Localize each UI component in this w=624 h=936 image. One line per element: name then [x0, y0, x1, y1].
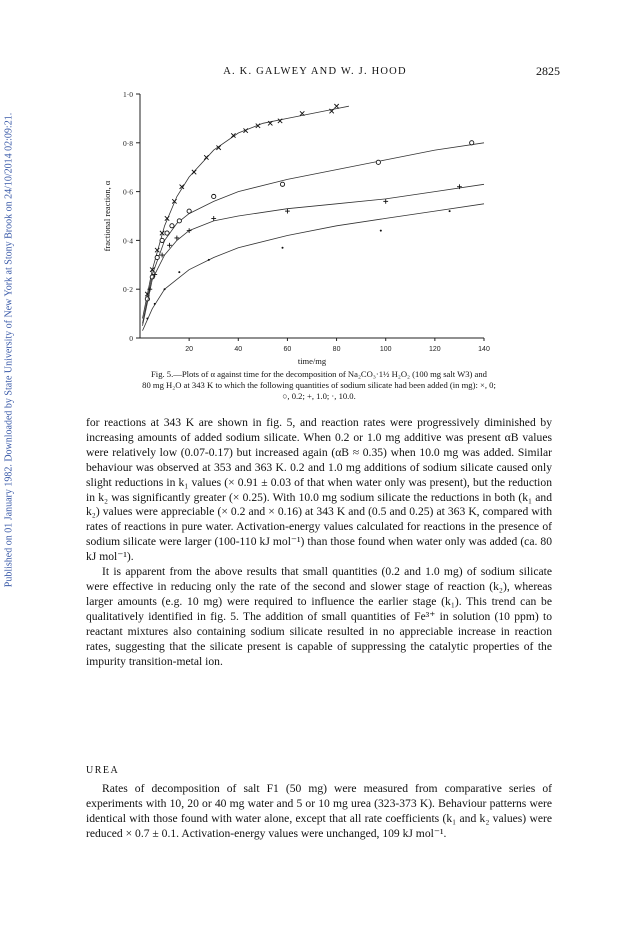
data-point-series-2	[280, 182, 284, 186]
data-point-series-1	[278, 119, 282, 123]
x-tick-label: 80	[332, 346, 341, 353]
x-tick-label: 20	[185, 346, 194, 353]
data-point-series-1	[334, 104, 338, 108]
body-text	[86, 416, 552, 669]
series-curve-3	[143, 184, 485, 325]
series-curve-1	[143, 106, 349, 318]
data-point-series-2	[177, 219, 181, 223]
data-point-series-2	[212, 194, 216, 198]
running-header-authors: A. K. GALWEY AND W. J. HOOD	[223, 66, 407, 77]
y-tick-label: 0·2	[123, 285, 133, 295]
data-point-series-4	[164, 288, 166, 290]
data-point-series-4	[380, 230, 382, 232]
data-point-series-3	[211, 216, 216, 221]
data-point-series-2	[187, 209, 191, 213]
data-point-series-2	[376, 160, 380, 164]
data-point-series-2	[170, 224, 174, 228]
download-stamp: Published on 01 January 1982. Downloaded by State University of New York at Stony Brook on 24/10/2014 02:09:21.	[3, 112, 15, 588]
data-point-series-3	[174, 236, 179, 241]
x-tick-label: 100	[379, 346, 392, 353]
data-point-series-4	[208, 259, 210, 261]
body-text-urea	[86, 782, 552, 842]
caption-line-1: Fig. 5.—Plots of α against time for the decomposition of Na₂CO₃·1½ H₂O₂ (100 mg salt W3) and	[151, 369, 487, 379]
data-point-series-4	[146, 317, 148, 319]
x-tick-label: 60	[283, 346, 292, 353]
data-point-series-2	[470, 141, 474, 145]
y-axis-label: fractional reaction, α	[102, 180, 112, 252]
data-point-series-2	[160, 238, 164, 242]
y-tick-label: 0·4	[123, 236, 133, 246]
data-point-series-4	[282, 247, 284, 249]
paragraph-1: for reactions at 343 K are shown in fig. 5, and reaction rates were progressively diminished by increasing amounts of added sodium silicate. When 0.2 or 1.0 mg additive was present αB values were relatively low (0.07-0.17) but increased again (αB ≈ 0.35) when 10.0 mg was added. Similar behaviour was observed at 353 and 363 K. 0.2 and 1.0 mg additions of sodium silicate caused only slight reductions in k₁ values (× 0.91 ± 0.03 of that when water only was present), but the reduction in k₂ was significantly greater (× 0.25). With 10.0 mg sodium silicate the reductions in both (k₁ and k₂) values were appreciable (× 0.2 and × 0.16) at 343 K and (0.5 and 0.25) at 363 K, compared with rates of reactions in pure water. Activation-energy values calculated for reactions in the presence of sodium silicate were larger (100-110 kJ mol⁻¹) than those found when water only was added (ca. 80 kJ mol⁻¹).	[86, 416, 552, 564]
y-tick-label: 0·8	[123, 138, 133, 148]
data-point-series-1	[204, 155, 208, 159]
x-tick-label: 120	[429, 346, 441, 353]
running-header	[70, 66, 560, 82]
series-curve-2	[143, 143, 485, 324]
y-tick-label: 0·6	[123, 187, 133, 197]
y-tick-label: 0	[129, 334, 133, 343]
caption-line-3: ○, 0.2; +, 1.0; ·, 10.0.	[282, 391, 356, 401]
x-tick-label: 40	[234, 346, 243, 353]
paragraph-2: It is apparent from the above results that small quantities (0.2 and 1.0 mg) of sodium silicate were effective in reducing only the rate of the second and slower stage of reaction (k₂), whereas larger amounts (e.g. 10 mg) were required to influence the earlier stage (k₁). This trend can be qualitatively identified in fig. 5. The addition of small quantities of Fe³⁺ in solution (10 ppm) to reactant mixtures also containing sodium silicate resulted in no appreciable increase in reaction rates, suggesting that the silicate present is capable of suppressing the catalytic properties of the impurity transition-metal ion.	[86, 565, 552, 668]
data-point-series-3	[383, 199, 388, 204]
page-number: 2825	[536, 64, 560, 78]
section-heading-urea: UREA	[86, 765, 120, 776]
data-point-series-3	[285, 209, 290, 214]
x-tick-label: 140	[478, 346, 490, 353]
y-tick-label: 1·0	[123, 90, 133, 99]
data-point-series-1	[192, 170, 196, 174]
figure-caption	[86, 369, 552, 402]
series-curve-4	[143, 204, 485, 331]
data-point-series-4	[178, 271, 180, 273]
x-axis-label: time/mg	[297, 356, 327, 366]
figure-5-plot	[100, 88, 500, 368]
data-point-series-4	[154, 303, 156, 305]
data-point-series-2	[165, 231, 169, 235]
data-point-series-4	[449, 210, 451, 212]
paragraph-3: Rates of decomposition of salt F1 (50 mg) were measured from comparative series of experiments with 10, 20 or 40 mg water and 5 or 10 mg urea (323-373 K). Behaviour patterns were identical with those found with water alone, except that all rate coefficients (k₁ and k₂ values) were reduced × 0.7 ± 0.1. Activation-energy values were unchanged, 109 kJ mol⁻¹.	[86, 782, 552, 840]
caption-line-2: 80 mg H₂O at 343 K to which the following quantities of sodium silicate had been added (in mg): ×, 0;	[142, 380, 496, 390]
data-point-series-2	[155, 255, 159, 259]
